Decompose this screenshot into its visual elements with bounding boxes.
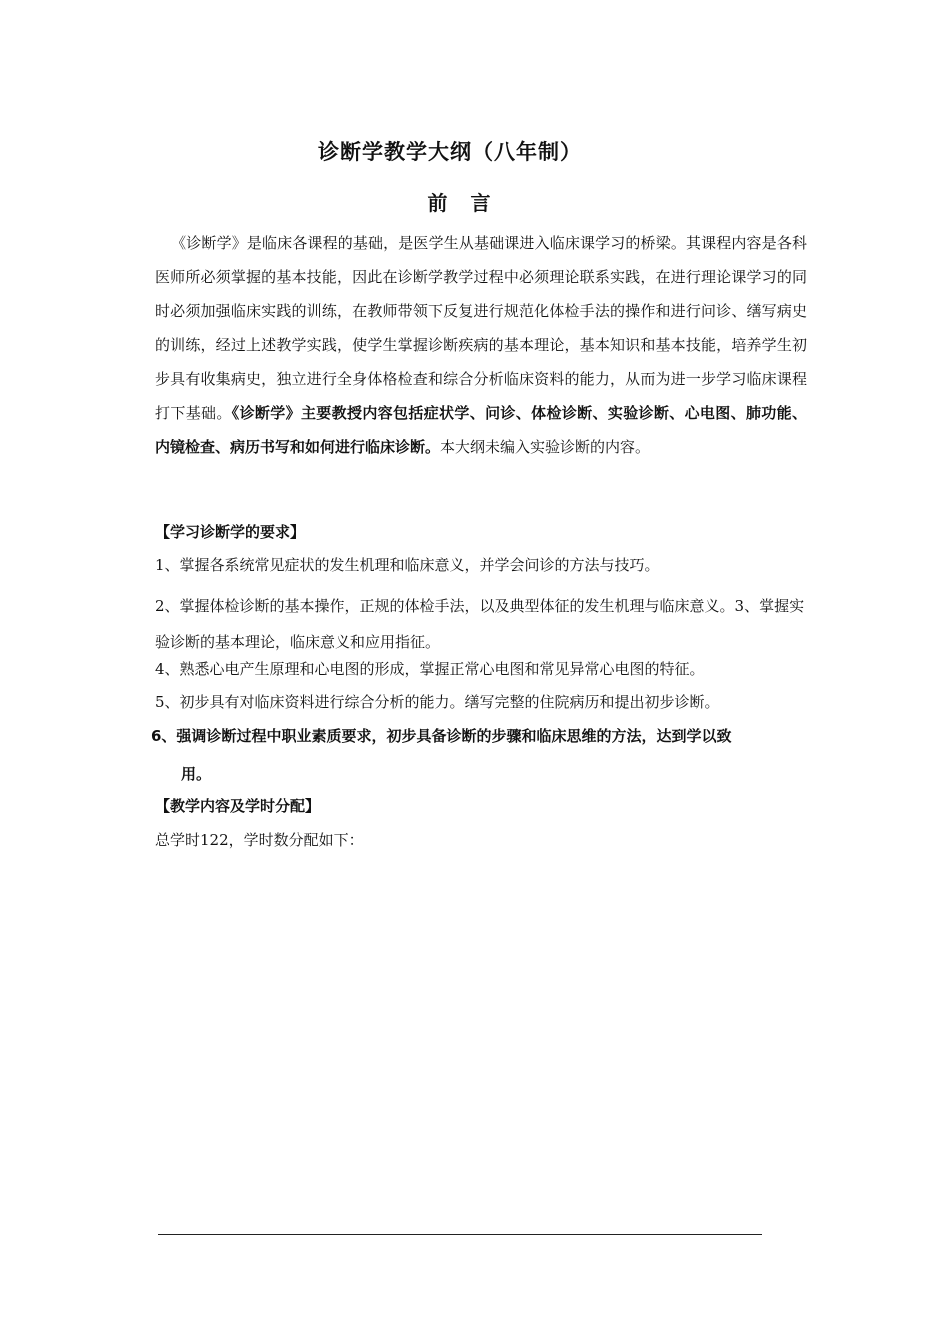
preface-heading: 前 言 (427, 191, 499, 215)
intro-text-part1: 《诊断学》是临床各课程的基础，是医学生从基础课进入临床课学习的桥梁。其课程内容是各科医师所必须掌握的基本技能，因此在诊断学教学过程中必须理论联系实践，在进行理论课学习的同时必须加强临床实践的训练，在教师带领下反复进行规范化体检手法的操作和进行问诊、缮写病史的训练，经过上述教学实践，使学生掌握诊断疾病的基本理论，基本知识和基本技能，培养学生初步具有收集病史，独立进行全身体格检查和综合分析临床资料的能力，从而为进一步学习临床课程打下基础。 (155, 234, 807, 422)
requirement-item-5: 5、初步具有对临床资料进行综合分析的能力。缮写完整的住院病历和提出初步诊断。 (155, 693, 720, 711)
requirement-item-6-line1: 6、强调诊断过程中职业素质要求，初步具备诊断的步骤和临床思维的方法，达到学以致 (151, 727, 732, 745)
total-hours-text: 总学时122，学时数分配如下： (155, 831, 364, 849)
requirement-item-6-line2: 用。 (181, 765, 212, 783)
requirement-item-1: 1、掌握各系统常见症状的发生机理和临床意义，并学会问诊的方法与技巧。 (155, 556, 660, 574)
intro-text-bold: 《诊断学》主要教授内容包括症状学、问诊、体检诊断、实验诊断、心电图、肺功能、内镜检查、病历书写和如何进行临床诊断。 (155, 404, 807, 456)
intro-text-part2: 本大纲未编入实验诊断的内容。 (440, 438, 651, 456)
content-section-title: 【教学内容及学时分配】 (155, 797, 321, 815)
requirements-section-title: 【学习诊断学的要求】 (155, 523, 306, 541)
requirement-item-6 (151, 717, 807, 793)
requirement-item-2-3: 2、掌握体检诊断的基本操作，正规的体检手法，以及典型体征的发生机理与临床意义。3、掌握实验诊断的基本理论，临床意义和应用指征。 (155, 597, 805, 651)
document-title: 诊断学教学大纲（八年制） (318, 140, 582, 164)
intro-paragraph (155, 226, 807, 464)
requirement-item-4: 4、熟悉心电产生原理和心电图的形成，掌握正常心电图和常见异常心电图的特征。 (155, 660, 705, 678)
footer-divider (158, 1234, 762, 1235)
